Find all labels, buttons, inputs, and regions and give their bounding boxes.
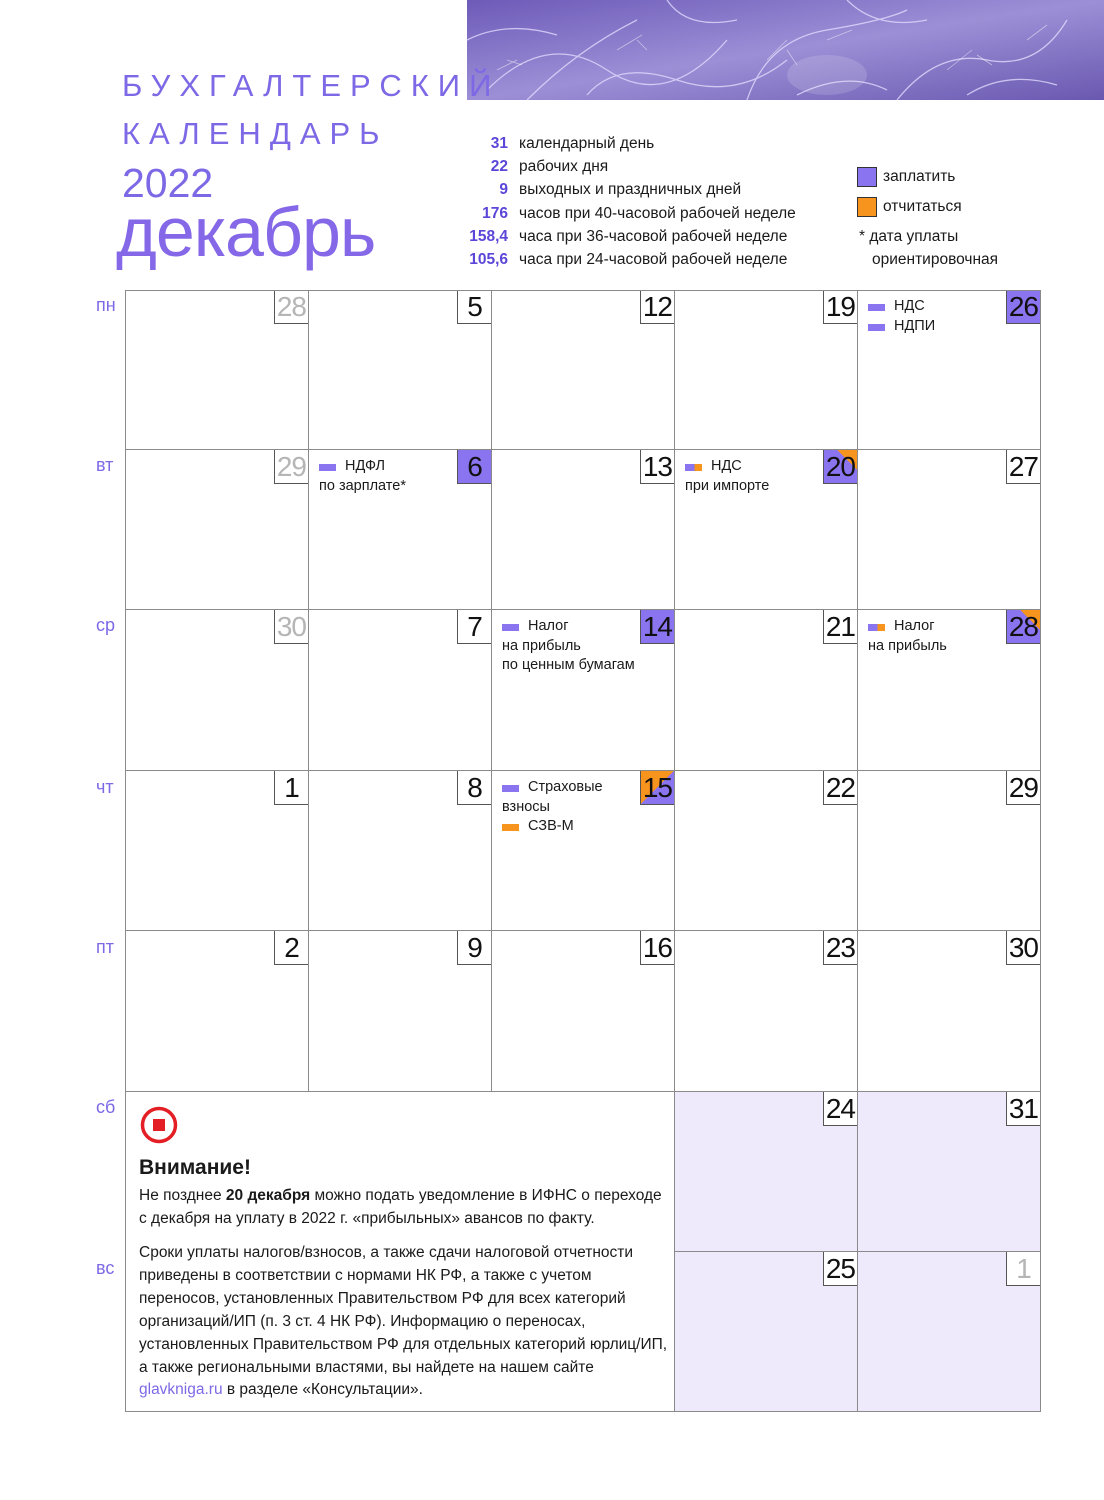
day-number: 22 [823, 771, 857, 805]
notice-paragraph-1 [139, 1185, 669, 1230]
weekday-sat: сб [96, 1097, 116, 1117]
note-line1: дата уплаты [869, 228, 959, 245]
stat-number: 176 [482, 204, 508, 222]
weekday-mon: пн [96, 295, 116, 315]
stop-icon [140, 1106, 178, 1144]
day-number: 1 [274, 771, 308, 805]
event-item [868, 297, 935, 317]
event-list [868, 297, 935, 336]
legend-item-pay [857, 162, 962, 192]
stat-row [430, 132, 796, 155]
day-cell[interactable] [675, 450, 858, 610]
day-cell[interactable] [675, 290, 858, 450]
title-year: 2022 [122, 160, 214, 206]
day-number: 27 [1006, 450, 1040, 484]
day-cell[interactable] [309, 771, 492, 931]
event-label: НДПИ [894, 317, 936, 334]
day-cell[interactable] [675, 610, 858, 771]
day-number: 1 [1006, 1252, 1040, 1286]
note-line2: ориентировочная [872, 251, 999, 268]
event-label-cont: по зарплате* [319, 477, 406, 494]
event-label: НДС [711, 458, 742, 474]
day-number: 5 [457, 290, 491, 324]
day-number: 16 [640, 931, 674, 965]
stat-text: рабочих дня [519, 158, 609, 176]
stat-number: 105,6 [469, 251, 508, 269]
day-number: 28 [274, 290, 308, 324]
month-stats [430, 132, 796, 271]
day-cell[interactable] [858, 290, 1041, 450]
day-number: 21 [823, 610, 857, 644]
day-number: 12 [640, 290, 674, 324]
day-number: 30 [1006, 931, 1040, 965]
pay-marker-icon [502, 624, 519, 631]
title-month: декабрь [116, 193, 376, 271]
day-number: 31 [1006, 1092, 1040, 1126]
event-label-cont: на прибыль [868, 637, 947, 654]
event-item [685, 457, 769, 477]
day-number: 9 [457, 931, 491, 965]
event-list [502, 778, 603, 837]
report-swatch-icon [857, 197, 877, 217]
day-cell[interactable] [125, 610, 309, 771]
event-list [685, 457, 769, 496]
day-cell[interactable] [675, 931, 858, 1092]
stat-text: часа при 36-часовой рабочей неделе [519, 227, 788, 245]
day-number: 30 [274, 610, 308, 644]
grid-left-border [125, 290, 126, 1412]
pay-report-marker-icon [868, 624, 885, 631]
day-cell[interactable] [125, 450, 309, 610]
legend [857, 162, 962, 222]
stat-row [430, 178, 796, 201]
weekday-fri: пт [96, 937, 114, 957]
stat-row [430, 202, 796, 225]
event-list [319, 457, 406, 496]
pay-marker-icon [502, 785, 519, 792]
day-cell[interactable] [309, 290, 492, 450]
stat-row [430, 225, 796, 248]
event-item [502, 817, 603, 837]
day-cell[interactable] [125, 290, 309, 450]
event-label-cont: на прибыль [502, 637, 581, 654]
event-label: Налог [528, 618, 569, 634]
day-cell[interactable] [858, 771, 1041, 931]
day-number: 20 [823, 450, 857, 484]
event-item [502, 778, 603, 798]
day-number: 26 [1006, 290, 1040, 324]
day-number: 8 [457, 771, 491, 805]
day-cell[interactable] [309, 931, 492, 1092]
stat-text: выходных и праздничных дней [519, 181, 742, 199]
event-item [502, 617, 635, 637]
day-cell-weekend[interactable] [858, 1092, 1041, 1252]
stat-number: 158,4 [469, 227, 508, 245]
day-cell-weekend[interactable] [675, 1252, 858, 1412]
event-label: НДС [894, 298, 925, 314]
day-cell[interactable] [675, 771, 858, 931]
day-cell[interactable] [309, 450, 492, 610]
day-number: 14 [640, 610, 674, 644]
stat-row [430, 248, 796, 271]
pay-marker-icon [868, 304, 885, 311]
day-cell[interactable] [858, 450, 1041, 610]
day-cell[interactable] [858, 610, 1041, 771]
stat-row [430, 155, 796, 178]
pay-marker-icon [319, 464, 336, 471]
pay-report-marker-icon [685, 464, 702, 471]
day-number: 7 [457, 610, 491, 644]
legend-report-label: отчитаться [883, 198, 962, 215]
pay-swatch-icon [857, 167, 877, 187]
day-cell-weekend[interactable] [858, 1252, 1041, 1412]
day-number: 29 [1006, 771, 1040, 805]
pay-marker-icon [868, 324, 885, 331]
calendar-grid [125, 290, 1041, 1412]
event-list [868, 617, 947, 656]
notice-paragraph-2 [139, 1242, 669, 1402]
stat-text: календарный день [519, 135, 655, 152]
grid-top-border [125, 290, 1041, 291]
day-number: 29 [274, 450, 308, 484]
site-link[interactable]: glavkniga.ru [139, 1381, 223, 1399]
event-label: Налог [894, 618, 935, 634]
day-cell[interactable] [125, 771, 309, 931]
report-marker-icon [502, 824, 519, 831]
day-cell[interactable] [858, 931, 1041, 1092]
event-list [502, 617, 635, 676]
legend-pay-label: заплатить [883, 168, 956, 185]
day-cell[interactable] [492, 290, 675, 450]
event-label: СЗВ-М [528, 818, 574, 834]
day-cell[interactable] [125, 931, 309, 1092]
day-cell[interactable] [492, 610, 675, 771]
day-number: 23 [823, 931, 857, 965]
event-label-cont: по ценным бумагам [502, 657, 635, 673]
event-label: Страховые [528, 779, 603, 795]
notice-date: 20 декабря [225, 1187, 311, 1204]
day-cell[interactable] [309, 610, 492, 771]
note-star: * [859, 228, 866, 245]
event-label-cont: при импорте [685, 477, 770, 494]
title-line2: КАЛЕНДАРЬ [122, 116, 389, 151]
day-cell[interactable] [492, 931, 675, 1092]
day-number: 24 [823, 1092, 857, 1126]
day-number: 28 [1006, 610, 1040, 644]
weekday-wed: ср [96, 615, 116, 635]
legend-item-report [857, 192, 962, 222]
day-number: 2 [274, 931, 308, 965]
event-item [868, 317, 935, 337]
stat-number: 31 [490, 135, 508, 152]
notice-text: Сроки уплаты налогов/взносов, а также сдачи налоговой отчетности приведены в соответствии с нормами НК РФ, а также с учетом переносов, установленных Правительством РФ для всех категорий организаций/ИП (п. 3 ст. 4 НК РФ). Информацию о переносах, установленных Правительством РФ для отдельных категорий юрлиц/ИП, а также региональными властями, вы найдете на нашем сайте [139, 1244, 668, 1376]
stat-number: 22 [490, 158, 508, 176]
day-number: 13 [640, 450, 674, 484]
legend-note [859, 225, 998, 271]
stat-number: 9 [499, 181, 508, 199]
day-number: 19 [823, 290, 857, 324]
frost-banner-image [467, 0, 1104, 100]
notice-box [125, 1092, 675, 1412]
event-label: НДФЛ [345, 458, 386, 474]
event-label-cont: взносы [502, 798, 550, 815]
stat-text: часа при 24-часовой рабочей неделе [519, 251, 788, 269]
weekday-sun: вс [96, 1258, 115, 1278]
notice-heading: Внимание! [139, 1156, 251, 1179]
stat-text: часов при 40-часовой рабочей неделе [519, 204, 796, 222]
day-cell[interactable] [492, 771, 675, 931]
title-line1: БУХГАЛТЕРСКИЙ [122, 68, 501, 103]
weekday-thu: чт [96, 777, 114, 797]
event-item [868, 617, 947, 637]
event-item [319, 457, 406, 477]
day-number: 6 [457, 450, 491, 484]
day-cell[interactable] [492, 450, 675, 610]
day-cell-weekend[interactable] [675, 1092, 858, 1252]
notice-text: в разделе «Консультации». [222, 1381, 423, 1399]
notice-text: Не позднее [139, 1187, 226, 1204]
day-number: 15 [640, 771, 674, 805]
day-number: 25 [823, 1252, 857, 1286]
weekday-tue: вт [96, 455, 114, 475]
notice-text: можно подать уведомление в ИФНС о переходе с декабря на уплату в 2022 г. «прибыльных» авансов по факту. [139, 1187, 662, 1227]
